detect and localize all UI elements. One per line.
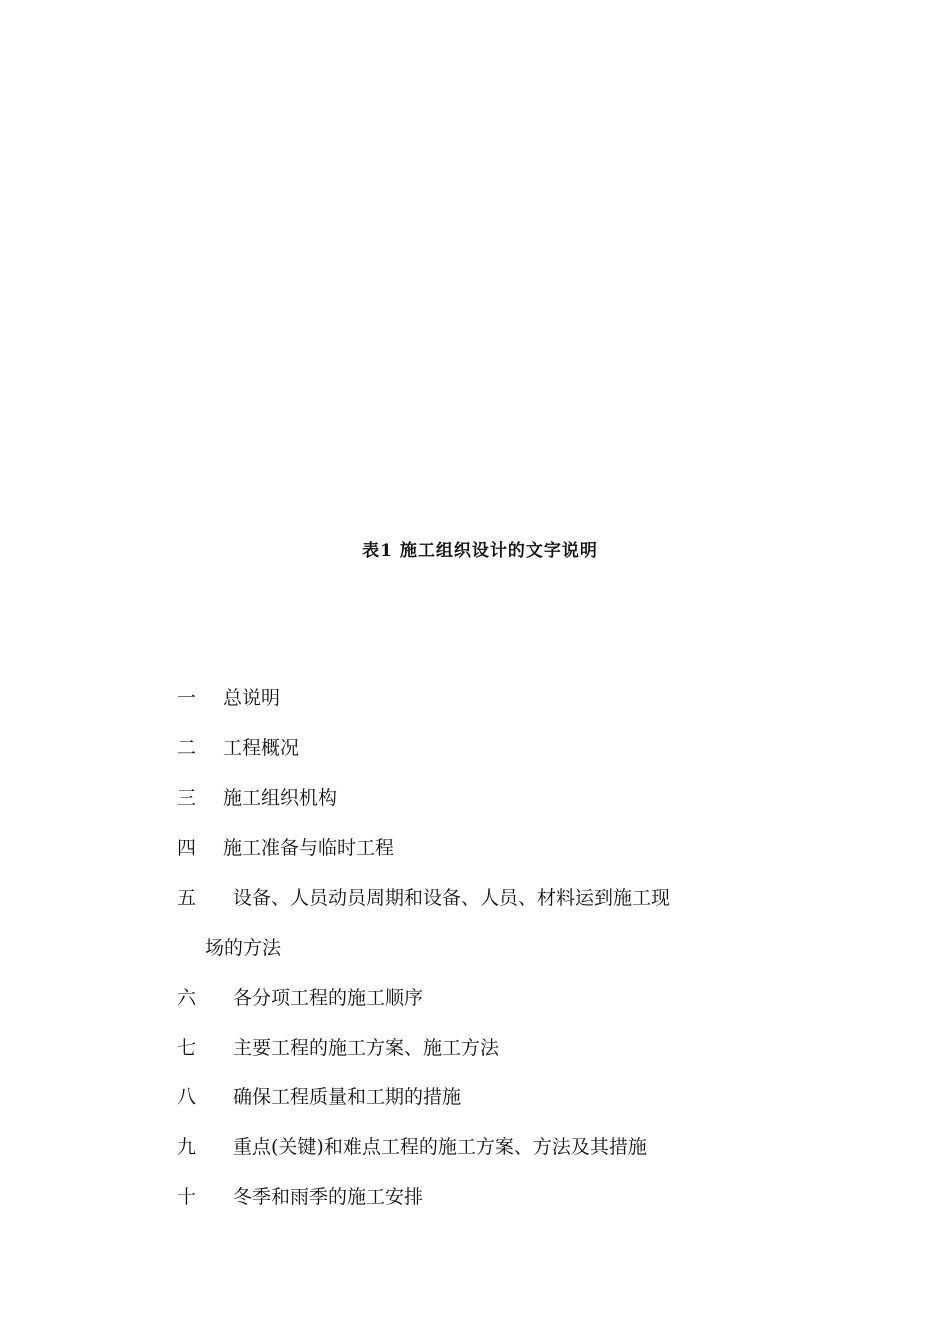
toc-item-number: 八 (177, 1086, 197, 1108)
toc-item-text: 施工组织机构 (223, 787, 338, 809)
toc-item-number: 一 (177, 687, 197, 709)
toc-item-text: 重点(关键)和难点工程的施工方案、方法及其措施 (233, 1136, 647, 1158)
toc-item-text: 主要工程的施工方案、施工方法 (233, 1037, 500, 1059)
toc-item-number: 四 (177, 837, 197, 859)
toc-item-text: 冬季和雨季的施工安排 (233, 1186, 424, 1208)
toc-item-number: 二 (177, 737, 197, 759)
document-title: 表1 施工组织设计的文字说明 (362, 541, 598, 561)
toc-item-text: 设备、人员动员周期和设备、人员、材料运到施工现 (233, 887, 671, 909)
toc-item-number: 三 (177, 787, 197, 809)
toc-item-text: 施工准备与临时工程 (223, 837, 395, 859)
toc-item-number: 五 (177, 887, 197, 909)
toc-item-number: 七 (177, 1037, 197, 1059)
toc-item-continuation: 场的方法 (205, 937, 282, 959)
toc-item-text: 确保工程质量和工期的措施 (233, 1086, 462, 1108)
toc-item-number: 六 (177, 987, 197, 1009)
toc-item-text: 各分项工程的施工顺序 (233, 987, 424, 1009)
toc-item-text: 总说明 (223, 687, 281, 709)
toc-item-text: 工程概况 (223, 737, 300, 759)
toc-item-number: 十 (177, 1186, 197, 1208)
toc-item-number: 九 (177, 1136, 197, 1158)
